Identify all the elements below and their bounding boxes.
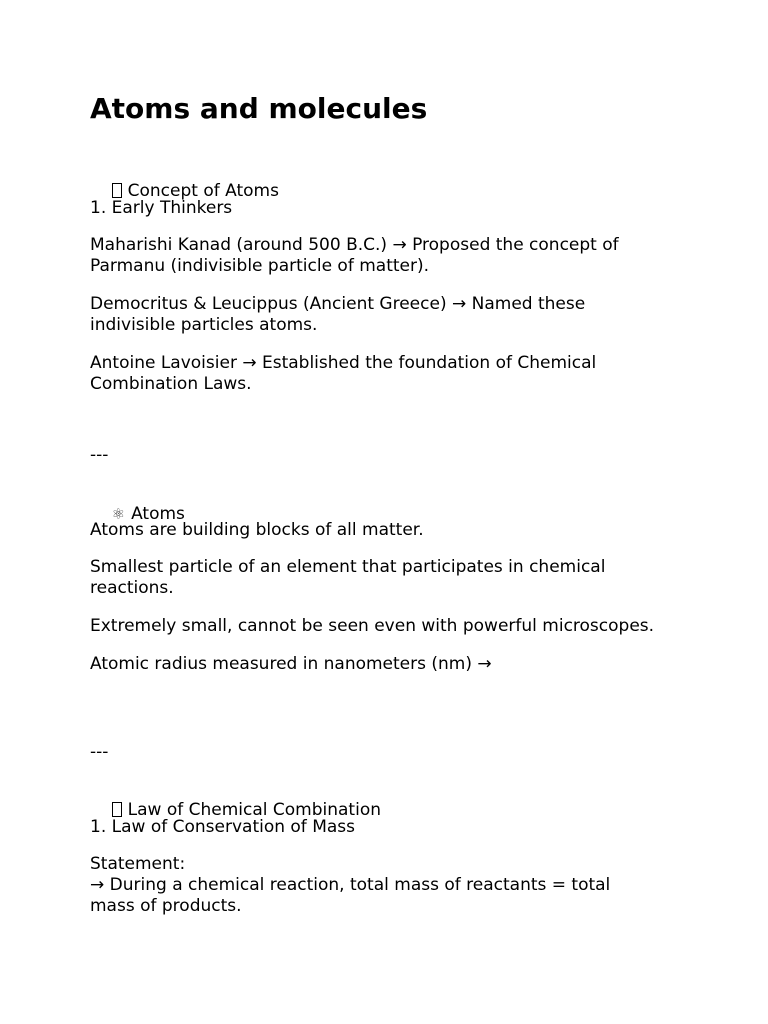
paragraph-democritus: Democritus & Leucippus (Ancient Greece) → Named these indivisible particles atoms. bbox=[90, 294, 586, 335]
paragraph-building-blocks: Atoms are building blocks of all matter. bbox=[90, 520, 424, 540]
missing-glyph-icon bbox=[112, 183, 122, 198]
atom-icon: ⚛ bbox=[111, 505, 126, 523]
paragraph-statement: Statement: → During a chemical reaction, total mass of reactants = total mass of products. bbox=[90, 854, 611, 916]
separator: --- bbox=[90, 742, 109, 762]
subheading-conservation-of-mass: 1. Law of Conservation of Mass bbox=[90, 817, 355, 837]
document-title: Atoms and molecules bbox=[90, 92, 428, 125]
separator: --- bbox=[90, 445, 109, 465]
section-heading-atoms: ⚛ Atoms bbox=[111, 504, 185, 524]
paragraph-atomic-radius: Atomic radius measured in nanometers (nm) → bbox=[90, 654, 492, 674]
missing-glyph-icon bbox=[112, 802, 122, 817]
paragraph-smallest-particle: Smallest particle of an element that participates in chemical reactions. bbox=[90, 557, 606, 598]
paragraph-lavoisier: Antoine Lavoisier → Established the foundation of Chemical Combination Laws. bbox=[90, 353, 597, 394]
subheading-early-thinkers: 1. Early Thinkers bbox=[90, 198, 233, 218]
paragraph-maharishi-kanad: Maharishi Kanad (around 500 B.C.) → Proposed the concept of Parmanu (indivisible particle of matter). bbox=[90, 235, 619, 276]
paragraph-extremely-small: Extremely small, cannot be seen even with powerful microscopes. bbox=[90, 616, 655, 636]
section-heading-law-of-chemical-combination: Law of Chemical Combination bbox=[90, 779, 690, 842]
section-heading-concept-of-atoms: Concept of Atoms bbox=[90, 160, 690, 223]
